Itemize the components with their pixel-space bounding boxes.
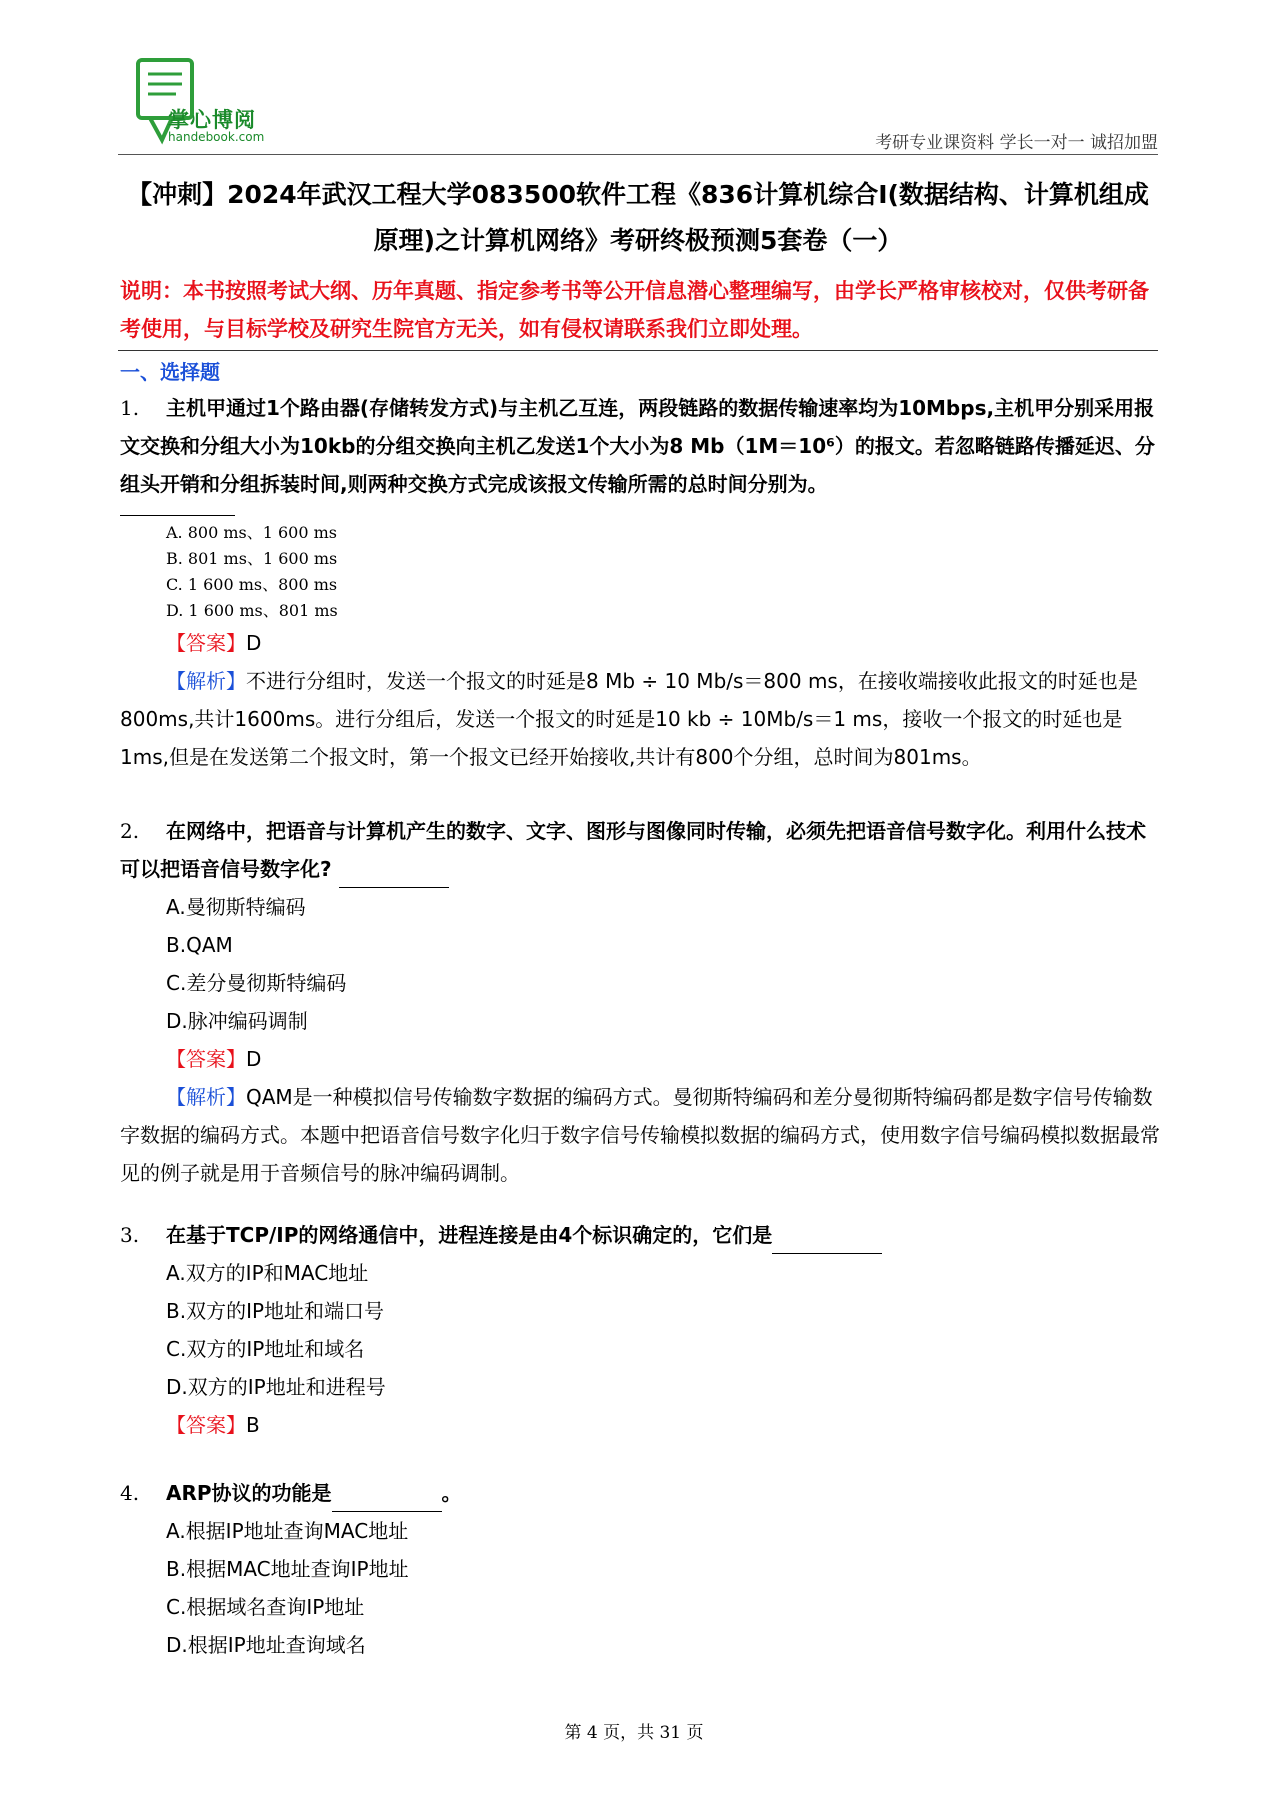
notice-divider	[118, 350, 1158, 351]
header-tagline: 考研专业课资料 学长一对一 诚招加盟	[875, 133, 1158, 153]
option-b: B.根据MAC地址查询IP地址	[166, 1557, 409, 1581]
option-a: A. 800 ms、1 600 ms	[166, 523, 338, 542]
option-c: C.双方的IP地址和域名	[166, 1337, 365, 1361]
explanation: 【解析】不进行分组时，发送一个报文的时延是8 Mb ÷ 10 Mb/s＝800 ms，在接收端接收此报文的时延也是800ms,共计1600ms。进行分组后，发送一个报文的时延是10 kb ÷ 10Mb/s＝1 ms，接收一个报文的时延也是1ms,但是在发送第二个报文时，第一个报文已经开始接收,共计有800个分组，总时间为801ms。	[120, 669, 1138, 769]
answer-line: 【答案】B	[166, 1413, 260, 1437]
option-a: A.双方的IP和MAC地址	[166, 1261, 369, 1285]
explanation: 【解析】QAM是一种模拟信号传输数字数据的编码方式。曼彻斯特编码和差分曼彻斯特编码都是数字信号传输数字数据的编码方式。本题中把语音信号数字化归于数字信号传输模拟数据的编码方式，使用数字信号编码模拟数据最常见的例子就是用于音频信号的脉冲编码调制。	[120, 1085, 1160, 1185]
disclaimer-notice: 说明：本书按照考试大纲、历年真题、指定参考书等公开信息潜心整理编写，由学长严格审核校对，仅供考研备考使用，与目标学校及研究生院官方无关，如有侵权请联系我们立即处理。	[120, 279, 1149, 341]
section-heading: 一、选择题	[120, 360, 220, 384]
logo-text: 掌心博阅	[168, 108, 256, 132]
answer-blank	[120, 515, 235, 516]
question-stem: 4. ARP协议的功能是 。	[120, 1474, 1160, 1512]
question-3	[120, 1216, 1160, 1444]
logo-url: handebook.com	[168, 130, 265, 144]
option-c: C.根据域名查询IP地址	[166, 1595, 365, 1619]
question-stem: 3. 在基于TCP/IP的网络通信中，进程连接是由4个标识确定的，它们是	[120, 1216, 1160, 1254]
header-divider	[118, 154, 1158, 155]
option-b: B.双方的IP地址和端口号	[166, 1299, 385, 1323]
option-b: B.QAM	[166, 933, 233, 957]
option-d: D.根据IP地址查询域名	[166, 1633, 366, 1657]
answer-line: 【答案】D	[166, 1047, 262, 1071]
page-footer: 第 4 页，共 31 页	[564, 1723, 704, 1743]
question-2	[120, 812, 1160, 1192]
option-a: A.根据IP地址查询MAC地址	[166, 1519, 409, 1543]
option-c: C. 1 600 ms、800 ms	[166, 575, 338, 594]
question-stem: 2. 在网络中，把语音与计算机产生的数字、文字、图形与图像同时传输，必须先把语音信号数字化。利用什么技术可以把语音信号数字化?	[120, 812, 1160, 888]
question-1	[120, 389, 1160, 776]
answer-line: 【答案】D	[166, 631, 262, 655]
document-title: 【冲刺】2024年武汉工程大学083500软件工程《836计算机综合I(数据结构、计算机组成原理)之计算机网络》考研终极预测5套卷（一）	[127, 180, 1149, 255]
option-b: B. 801 ms、1 600 ms	[166, 549, 338, 568]
question-4	[120, 1474, 1160, 1664]
option-d: D.脉冲编码调制	[166, 1009, 308, 1033]
option-d: D.双方的IP地址和进程号	[166, 1375, 386, 1399]
option-d: D. 1 600 ms、801 ms	[166, 601, 338, 620]
option-c: C.差分曼彻斯特编码	[166, 971, 347, 995]
option-a: A.曼彻斯特编码	[166, 895, 306, 919]
question-stem: 1. 主机甲通过1个路由器(存储转发方式)与主机乙互连，两段链路的数据传输速率均为10Mbps,主机甲分别采用报文交换和分组大小为10kb的分组交换向主机乙发送1个大小为8 Mb（1M＝10⁶）的报文。若忽略链路传播延迟、分组头开销和分组拆装时间,则两种交换方式完成该报文传输所需的总时间分别为。	[120, 396, 1155, 496]
